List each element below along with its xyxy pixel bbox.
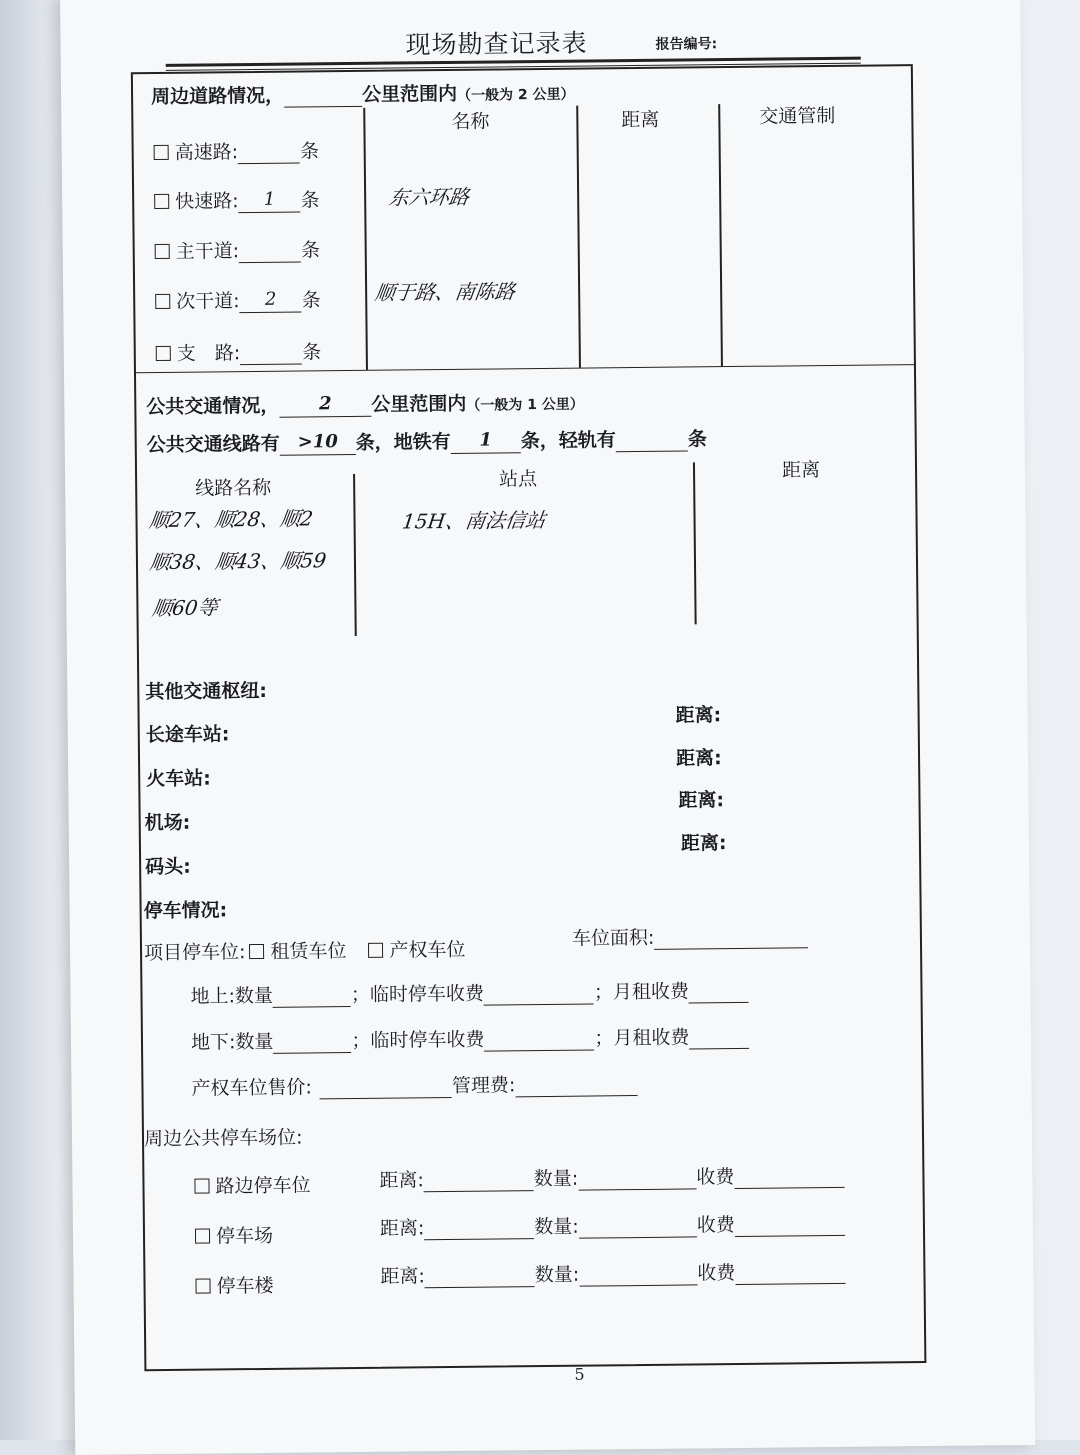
underground-monthly-fee-field[interactable] <box>689 1028 749 1050</box>
roads-section-divider <box>136 364 914 373</box>
highway-count-field[interactable] <box>238 143 300 165</box>
road-row-highway: 高速路: 条 <box>154 136 320 165</box>
secondary-checkbox[interactable] <box>155 294 170 309</box>
roadside-fee-field[interactable] <box>734 1167 844 1189</box>
public-parking-roadside-label: 路边停车位 <box>194 1170 310 1198</box>
road-row-expressway: 快速路: 1 条 <box>154 185 320 214</box>
property-checkbox[interactable] <box>368 943 383 958</box>
road-row-branch: 支 路: 条 <box>156 337 322 366</box>
roads-col-name: 名称 <box>451 110 490 133</box>
transit-col-distance: 距离 <box>781 459 821 482</box>
parking-garage-qty-field[interactable] <box>579 1264 697 1286</box>
public-parking-roadside-fields: 距离: 数量: 收费 <box>379 1161 844 1193</box>
ground-monthly-fee-field[interactable] <box>689 982 749 1004</box>
report-number-label: 报告编号: <box>655 36 718 53</box>
parking-area-row: 车位面积: <box>572 921 809 950</box>
page-title: 现场勘查记录表 <box>405 28 588 60</box>
transit-col-route: 线路名称 <box>195 476 272 500</box>
branch-checkbox[interactable] <box>156 346 171 361</box>
roadside-distance-field[interactable] <box>424 1170 534 1192</box>
road-name-handwritten-2: 顺于路、南陈路 <box>373 279 517 305</box>
roads-heading: 周边道路情况， 公里范围内（一般为 2 公里） <box>150 82 575 109</box>
form-sheet <box>60 0 1035 1455</box>
hub-airport-distance: 距离: <box>678 789 725 812</box>
property-sale-row: 产权车位售价: 管理费: <box>191 1069 637 1101</box>
form-box <box>131 64 927 1371</box>
hub-airport: 机场: <box>144 811 191 835</box>
expressway-checkbox[interactable] <box>154 194 169 209</box>
transit-col-divider-1 <box>353 474 357 636</box>
parking-lot-fee-field[interactable] <box>735 1215 845 1237</box>
hubs-heading: 其他交通枢纽: <box>145 679 268 704</box>
parking-lot-distance-field[interactable] <box>424 1218 534 1240</box>
underground-parking-row: 地下:数量 ；临时停车收费 ；月租收费 <box>191 1022 750 1055</box>
expressway-count-field[interactable]: 1 <box>239 192 301 214</box>
underground-qty-field[interactable] <box>273 1032 351 1054</box>
underground-temp-fee-field[interactable] <box>484 1029 594 1051</box>
station-handwritten: 15H、南法信站 <box>400 507 547 534</box>
parking-heading: 停车情况: <box>143 899 228 923</box>
parking-lot-checkbox[interactable] <box>195 1229 210 1244</box>
transit-col-station: 站点 <box>499 468 538 491</box>
light-rail-count-field[interactable] <box>616 430 688 452</box>
hub-port-distance: 距离: <box>680 832 727 855</box>
public-parking-lot-fields: 距离: 数量: 收费 <box>380 1209 845 1241</box>
transit-heading: 公共交通情况， 2 公里范围内（一般为 1 公里） <box>146 392 584 419</box>
parking-garage-checkbox[interactable] <box>195 1279 210 1294</box>
road-row-arterial: 主干道: 条 <box>155 235 321 264</box>
road-name-handwritten-1: 东六环路 <box>387 184 471 210</box>
ground-temp-fee-field[interactable] <box>484 983 594 1005</box>
route-handwritten-1: 顺27、顺28、顺2 <box>147 506 315 533</box>
hub-long-distance: 长途车站: <box>145 723 230 747</box>
roads-col-distance: 距离 <box>621 108 660 132</box>
hub-train-station: 火车站: <box>146 767 211 791</box>
roadside-checkbox[interactable] <box>194 1179 209 1194</box>
rental-checkbox[interactable] <box>249 944 264 959</box>
highway-checkbox[interactable] <box>154 145 169 160</box>
metro-count-field[interactable]: 1 <box>451 432 521 454</box>
parking-garage-fee-field[interactable] <box>735 1263 845 1285</box>
transit-lines-field[interactable]: >10 <box>280 434 356 456</box>
mgmt-fee-field[interactable] <box>515 1075 637 1097</box>
transit-col-divider-2 <box>693 462 697 624</box>
roads-col-divider-3 <box>718 104 723 366</box>
hub-port: 码头: <box>145 855 191 879</box>
transit-lines-row: 公共交通线路有 >10 条，地铁有 1 条，轻轨有 条 <box>146 428 707 457</box>
route-handwritten-3: 顺60等 <box>150 595 220 621</box>
public-parking-heading: 周边公共停车场位: <box>143 1126 303 1151</box>
page-number: 5 <box>574 1364 585 1384</box>
parking-garage-distance-field[interactable] <box>425 1266 535 1288</box>
parking-area-field[interactable] <box>654 927 808 950</box>
sale-price-field[interactable] <box>320 1077 452 1099</box>
ground-qty-field[interactable] <box>273 986 351 1008</box>
parking-lot-qty-field[interactable] <box>579 1216 697 1238</box>
roads-col-divider-2 <box>576 106 581 368</box>
public-parking-garage-label: 停车楼 <box>195 1271 273 1299</box>
ground-parking-row: 地上:数量 ；临时停车收费 ；月租收费 <box>190 976 749 1009</box>
secondary-count-field[interactable]: 2 <box>240 292 302 314</box>
arterial-checkbox[interactable] <box>155 244 170 259</box>
roads-col-traffic: 交通管制 <box>759 104 836 128</box>
transit-radius-field[interactable]: 2 <box>279 396 371 418</box>
route-handwritten-2: 顺38、顺43、顺59 <box>148 548 328 575</box>
hub-long-distance-distance: 距离: <box>675 704 722 727</box>
road-row-secondary: 次干道: 2 条 <box>155 285 321 314</box>
branch-count-field[interactable] <box>240 344 302 366</box>
public-parking-lot-label: 停车场 <box>195 1221 273 1249</box>
roadside-qty-field[interactable] <box>578 1168 696 1190</box>
hub-train-distance: 距离: <box>675 747 722 770</box>
roads-col-divider-1 <box>363 108 368 370</box>
arterial-count-field[interactable] <box>239 242 301 264</box>
roads-radius-field[interactable] <box>284 86 362 108</box>
public-parking-garage-fields: 距离: 数量: 收费 <box>380 1257 845 1289</box>
project-parking-row: 项目停车位: 租赁车位 产权车位 <box>143 938 466 965</box>
